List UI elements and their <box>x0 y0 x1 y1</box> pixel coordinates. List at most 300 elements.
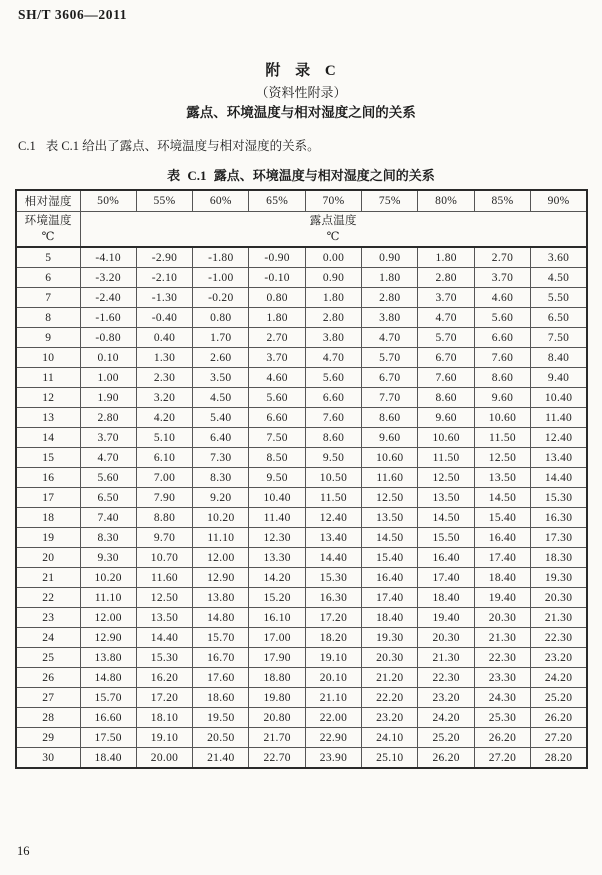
ambient-temp-cell: 23 <box>16 608 80 628</box>
ambient-temp-cell: 11 <box>16 368 80 388</box>
dewpoint-span-header <box>80 212 587 248</box>
dewpoint-cell: 6.60 <box>474 328 530 348</box>
ambient-temp-cell: 26 <box>16 668 80 688</box>
ambient-temp-unit: ℃ <box>41 231 55 243</box>
dewpoint-cell: -0.10 <box>249 268 305 288</box>
dewpoint-cell: 23.20 <box>418 688 474 708</box>
appendix-title: 附 录 C <box>265 63 337 79</box>
dewpoint-cell: 18.60 <box>193 688 249 708</box>
dewpoint-cell: 3.70 <box>80 428 136 448</box>
dewpoint-cell: 21.30 <box>418 648 474 668</box>
dewpoint-cell: 2.60 <box>193 348 249 368</box>
dewpoint-cell: 4.60 <box>474 288 530 308</box>
ambient-temp-cell: 12 <box>16 388 80 408</box>
dewpoint-cell: 8.40 <box>531 348 587 368</box>
dewpoint-cell: 14.50 <box>362 528 418 548</box>
ambient-temp-cell: 7 <box>16 288 80 308</box>
dewpoint-cell: -2.90 <box>136 247 192 268</box>
table-row <box>16 548 587 568</box>
dewpoint-cell: 9.60 <box>362 428 418 448</box>
page-number: 16 <box>17 844 30 858</box>
dewpoint-cell: 22.90 <box>305 728 361 748</box>
dewpoint-cell: 11.10 <box>80 588 136 608</box>
dewpoint-cell: 20.80 <box>249 708 305 728</box>
dewpoint-cell: 2.70 <box>249 328 305 348</box>
ambient-temp-cell: 5 <box>16 247 80 268</box>
dewpoint-cell: 14.50 <box>474 488 530 508</box>
dewpoint-cell: 9.30 <box>80 548 136 568</box>
dewpoint-cell: 16.30 <box>531 508 587 528</box>
dewpoint-cell: 18.20 <box>305 628 361 648</box>
table-row <box>16 748 587 769</box>
dewpoint-cell: 4.50 <box>193 388 249 408</box>
dewpoint-cell: 3.20 <box>136 388 192 408</box>
dewpoint-cell: 24.20 <box>418 708 474 728</box>
dewpoint-cell: 2.80 <box>362 288 418 308</box>
dewpoint-cell: 19.40 <box>418 608 474 628</box>
dewpoint-cell: 7.70 <box>362 388 418 408</box>
table-row <box>16 588 587 608</box>
dewpoint-cell: 5.60 <box>249 388 305 408</box>
dewpoint-cell: 28.20 <box>531 748 587 769</box>
dewpoint-cell: 13.50 <box>474 468 530 488</box>
dewpoint-cell: -2.10 <box>136 268 192 288</box>
dewpoint-cell: 13.40 <box>305 528 361 548</box>
dewpoint-cell: 11.40 <box>531 408 587 428</box>
humidity-header: 60% <box>193 190 249 212</box>
dewpoint-cell: 8.60 <box>362 408 418 428</box>
ambient-temp-cell: 17 <box>16 488 80 508</box>
dewpoint-cell: 3.70 <box>418 288 474 308</box>
dewpoint-cell: 12.30 <box>249 528 305 548</box>
dewpoint-cell: 3.60 <box>531 247 587 268</box>
dewpoint-cell: 2.70 <box>474 247 530 268</box>
dewpoint-cell: 9.20 <box>193 488 249 508</box>
dewpoint-cell: 19.80 <box>249 688 305 708</box>
dewpoint-cell: 23.20 <box>531 648 587 668</box>
dewpoint-cell: 1.80 <box>362 268 418 288</box>
ambient-temp-cell: 18 <box>16 508 80 528</box>
table-caption: 表 C.1 露点、环境温度与相对湿度之间的关系 <box>167 168 435 183</box>
dewpoint-cell: 17.40 <box>474 548 530 568</box>
dewpoint-cell: -1.00 <box>193 268 249 288</box>
dewpoint-cell: 7.60 <box>305 408 361 428</box>
dewpoint-cell: 3.80 <box>362 308 418 328</box>
dewpoint-cell: 12.40 <box>305 508 361 528</box>
dewpoint-cell: 9.60 <box>474 388 530 408</box>
dewpoint-cell: 18.40 <box>80 748 136 769</box>
dewpoint-cell: 17.00 <box>249 628 305 648</box>
dewpoint-cell: 9.50 <box>305 448 361 468</box>
ambient-temp-cell: 19 <box>16 528 80 548</box>
dewpoint-cell: 1.80 <box>249 308 305 328</box>
table-row <box>16 288 587 308</box>
dewpoint-cell: 5.10 <box>136 428 192 448</box>
dewpoint-cell: 6.40 <box>193 428 249 448</box>
appendix-heading: 露点、环境温度与相对湿度之间的关系 <box>186 105 416 120</box>
dewpoint-cell: 15.20 <box>249 588 305 608</box>
dewpoint-cell: 18.80 <box>249 668 305 688</box>
dewpoint-cell: 7.50 <box>531 328 587 348</box>
dewpoint-cell: 2.80 <box>80 408 136 428</box>
dewpoint-cell: 26.20 <box>418 748 474 769</box>
dewpoint-cell: 22.70 <box>249 748 305 769</box>
table-row <box>16 308 587 328</box>
dewpoint-cell: 12.50 <box>362 488 418 508</box>
dewpoint-table <box>15 189 588 769</box>
dewpoint-cell: 0.90 <box>305 268 361 288</box>
ambient-temp-cell: 24 <box>16 628 80 648</box>
dewpoint-cell: 9.60 <box>418 408 474 428</box>
table-row <box>16 368 587 388</box>
dewpoint-cell: 16.20 <box>136 668 192 688</box>
table-row <box>16 728 587 748</box>
dewpoint-cell: 12.00 <box>193 548 249 568</box>
dewpoint-cell: 4.70 <box>305 348 361 368</box>
dewpoint-cell: 8.60 <box>418 388 474 408</box>
table-row <box>16 488 587 508</box>
dewpoint-cell: 22.20 <box>362 688 418 708</box>
dewpoint-cell: 1.00 <box>80 368 136 388</box>
dewpoint-cell: 13.50 <box>136 608 192 628</box>
dewpoint-cell: 23.90 <box>305 748 361 769</box>
dewpoint-cell: 4.70 <box>362 328 418 348</box>
dewpoint-cell: 21.10 <box>305 688 361 708</box>
dewpoint-cell: 7.50 <box>249 428 305 448</box>
corner-relative-humidity: 相对湿度 <box>16 190 80 212</box>
dewpoint-cell: 3.50 <box>193 368 249 388</box>
ambient-temp-cell: 16 <box>16 468 80 488</box>
dewpoint-cell: 17.60 <box>193 668 249 688</box>
dewpoint-cell: 13.40 <box>531 448 587 468</box>
dewpoint-cell: 0.90 <box>362 247 418 268</box>
dewpoint-cell: 5.70 <box>418 328 474 348</box>
dewpoint-cell: 19.50 <box>193 708 249 728</box>
dewpoint-cell: 15.50 <box>418 528 474 548</box>
dewpoint-cell: 15.70 <box>80 688 136 708</box>
dewpoint-cell: 17.40 <box>362 588 418 608</box>
humidity-header: 85% <box>474 190 530 212</box>
table-row <box>16 448 587 468</box>
table-row <box>16 428 587 448</box>
dewpoint-cell: 18.10 <box>136 708 192 728</box>
dewpoint-cell: 8.80 <box>136 508 192 528</box>
ambient-temp-cell: 30 <box>16 748 80 769</box>
dewpoint-cell: 0.80 <box>249 288 305 308</box>
dewpoint-cell: 15.70 <box>193 628 249 648</box>
dewpoint-cell: 12.90 <box>80 628 136 648</box>
dewpoint-cell: 24.10 <box>362 728 418 748</box>
dewpoint-cell: -3.20 <box>80 268 136 288</box>
dewpoint-cell: 21.30 <box>531 608 587 628</box>
dewpoint-cell: 1.80 <box>305 288 361 308</box>
dewpoint-cell: 15.30 <box>305 568 361 588</box>
header-row-humidity <box>16 190 587 212</box>
humidity-header: 70% <box>305 190 361 212</box>
dewpoint-cell: 14.40 <box>531 468 587 488</box>
humidity-header: 90% <box>531 190 587 212</box>
dewpoint-table-body <box>16 247 587 768</box>
dewpoint-cell: 25.10 <box>362 748 418 769</box>
dewpoint-cell: 20.30 <box>418 628 474 648</box>
dewpoint-cell: 7.40 <box>80 508 136 528</box>
ambient-temp-cell: 22 <box>16 588 80 608</box>
dewpoint-cell: 5.50 <box>531 288 587 308</box>
ambient-temp-cell: 25 <box>16 648 80 668</box>
dewpoint-cell: 14.40 <box>305 548 361 568</box>
humidity-header: 75% <box>362 190 418 212</box>
dewpoint-cell: 0.40 <box>136 328 192 348</box>
dewpoint-cell: 23.30 <box>474 668 530 688</box>
dewpoint-unit: ℃ <box>326 231 340 243</box>
table-row <box>16 528 587 548</box>
dewpoint-cell: -0.90 <box>249 247 305 268</box>
ambient-temp-label: 环境温度 <box>24 215 72 227</box>
dewpoint-cell: 0.00 <box>305 247 361 268</box>
dewpoint-cell: 8.30 <box>193 468 249 488</box>
dewpoint-cell: 8.50 <box>249 448 305 468</box>
dewpoint-cell: 20.30 <box>362 648 418 668</box>
header-row-dewpoint <box>16 212 587 248</box>
table-row <box>16 688 587 708</box>
dewpoint-cell: 16.40 <box>474 528 530 548</box>
dewpoint-cell: -1.30 <box>136 288 192 308</box>
dewpoint-cell: 24.30 <box>474 688 530 708</box>
dewpoint-cell: 16.40 <box>362 568 418 588</box>
dewpoint-cell: 3.70 <box>474 268 530 288</box>
dewpoint-cell: 15.30 <box>531 488 587 508</box>
dewpoint-cell: 14.80 <box>193 608 249 628</box>
dewpoint-cell: 4.50 <box>531 268 587 288</box>
dewpoint-cell: 6.60 <box>305 388 361 408</box>
corner-ambient-temp <box>16 212 80 248</box>
dewpoint-cell: 27.20 <box>531 728 587 748</box>
dewpoint-cell: -0.20 <box>193 288 249 308</box>
ambient-temp-cell: 10 <box>16 348 80 368</box>
table-row <box>16 348 587 368</box>
dewpoint-cell: 11.10 <box>193 528 249 548</box>
dewpoint-cell: 0.10 <box>80 348 136 368</box>
dewpoint-cell: 11.60 <box>136 568 192 588</box>
dewpoint-cell: 17.20 <box>305 608 361 628</box>
dewpoint-cell: 4.20 <box>136 408 192 428</box>
appendix-subtitle: （资料性附录） <box>255 85 347 100</box>
dewpoint-cell: 10.60 <box>474 408 530 428</box>
dewpoint-cell: 13.80 <box>80 648 136 668</box>
dewpoint-cell: 0.80 <box>193 308 249 328</box>
table-row <box>16 508 587 528</box>
dewpoint-cell: 23.20 <box>362 708 418 728</box>
ambient-temp-cell: 21 <box>16 568 80 588</box>
clause-c1 <box>18 138 584 155</box>
dewpoint-cell: 17.50 <box>80 728 136 748</box>
table-row <box>16 668 587 688</box>
dewpoint-cell: 7.30 <box>193 448 249 468</box>
dewpoint-cell: 15.40 <box>362 548 418 568</box>
dewpoint-cell: 1.70 <box>193 328 249 348</box>
dewpoint-cell: 4.70 <box>418 308 474 328</box>
dewpoint-cell: 14.50 <box>418 508 474 528</box>
dewpoint-cell: 10.70 <box>136 548 192 568</box>
table-row <box>16 628 587 648</box>
dewpoint-cell: 8.30 <box>80 528 136 548</box>
dewpoint-cell: 4.70 <box>80 448 136 468</box>
table-row <box>16 608 587 628</box>
dewpoint-cell: 5.40 <box>193 408 249 428</box>
dewpoint-cell: 19.30 <box>531 568 587 588</box>
dewpoint-cell: 10.40 <box>531 388 587 408</box>
dewpoint-cell: 7.90 <box>136 488 192 508</box>
dewpoint-cell: 6.50 <box>80 488 136 508</box>
dewpoint-cell: 16.10 <box>249 608 305 628</box>
dewpoint-cell: 20.50 <box>193 728 249 748</box>
ambient-temp-cell: 8 <box>16 308 80 328</box>
dewpoint-cell: -0.80 <box>80 328 136 348</box>
dewpoint-cell: 19.10 <box>136 728 192 748</box>
ambient-temp-cell: 29 <box>16 728 80 748</box>
dewpoint-cell: 12.50 <box>474 448 530 468</box>
dewpoint-table-head <box>16 190 587 247</box>
table-row <box>16 648 587 668</box>
dewpoint-cell: 12.40 <box>531 428 587 448</box>
dewpoint-cell: 12.50 <box>418 468 474 488</box>
dewpoint-cell: 11.50 <box>418 448 474 468</box>
table-row <box>16 568 587 588</box>
dewpoint-cell: 6.60 <box>249 408 305 428</box>
dewpoint-cell: 17.40 <box>418 568 474 588</box>
dewpoint-cell: 17.20 <box>136 688 192 708</box>
dewpoint-cell: 3.70 <box>249 348 305 368</box>
dewpoint-cell: 17.90 <box>249 648 305 668</box>
dewpoint-cell: 20.00 <box>136 748 192 769</box>
dewpoint-cell: 11.60 <box>362 468 418 488</box>
ambient-temp-cell: 15 <box>16 448 80 468</box>
dewpoint-cell: 10.20 <box>80 568 136 588</box>
dewpoint-cell: 26.20 <box>531 708 587 728</box>
dewpoint-cell: 19.40 <box>474 588 530 608</box>
dewpoint-cell: 7.00 <box>136 468 192 488</box>
dewpoint-cell: 5.60 <box>474 308 530 328</box>
dewpoint-cell: 5.70 <box>362 348 418 368</box>
dewpoint-cell: 11.50 <box>474 428 530 448</box>
dewpoint-cell: 18.40 <box>362 608 418 628</box>
dewpoint-cell: 2.80 <box>418 268 474 288</box>
dewpoint-cell: 6.70 <box>362 368 418 388</box>
dewpoint-cell: 8.60 <box>305 428 361 448</box>
dewpoint-cell: 16.60 <box>80 708 136 728</box>
clause-label: C.1 <box>18 139 36 153</box>
dewpoint-cell: 22.30 <box>474 648 530 668</box>
dewpoint-cell: 25.20 <box>418 728 474 748</box>
dewpoint-cell: 22.00 <box>305 708 361 728</box>
dewpoint-cell: 18.40 <box>418 588 474 608</box>
dewpoint-cell: 13.30 <box>249 548 305 568</box>
dewpoint-cell: -1.80 <box>193 247 249 268</box>
dewpoint-cell: 5.60 <box>305 368 361 388</box>
dewpoint-cell: 10.20 <box>193 508 249 528</box>
dewpoint-cell: 1.80 <box>418 247 474 268</box>
dewpoint-cell: 19.10 <box>305 648 361 668</box>
humidity-header: 55% <box>136 190 192 212</box>
ambient-temp-cell: 13 <box>16 408 80 428</box>
dewpoint-cell: 20.10 <box>305 668 361 688</box>
dewpoint-cell: 18.40 <box>474 568 530 588</box>
humidity-header: 65% <box>249 190 305 212</box>
table-row <box>16 247 587 268</box>
dewpoint-cell: 15.30 <box>136 648 192 668</box>
dewpoint-cell: 16.70 <box>193 648 249 668</box>
dewpoint-cell: 14.40 <box>136 628 192 648</box>
dewpoint-cell: 25.20 <box>531 688 587 708</box>
dewpoint-cell: 11.50 <box>305 488 361 508</box>
dewpoint-cell: 19.30 <box>362 628 418 648</box>
dewpoint-cell: 20.30 <box>474 608 530 628</box>
dewpoint-cell: 27.20 <box>474 748 530 769</box>
dewpoint-cell: 7.60 <box>418 368 474 388</box>
dewpoint-cell: 16.30 <box>305 588 361 608</box>
clause-text: 表 C.1 给出了露点、环境温度与相对湿度的关系。 <box>45 139 320 153</box>
ambient-temp-cell: 14 <box>16 428 80 448</box>
dewpoint-cell: 6.10 <box>136 448 192 468</box>
table-row <box>16 268 587 288</box>
dewpoint-cell: 13.50 <box>362 508 418 528</box>
dewpoint-cell: 10.60 <box>362 448 418 468</box>
dewpoint-cell: 1.90 <box>80 388 136 408</box>
dewpoint-cell: 25.30 <box>474 708 530 728</box>
ambient-temp-cell: 27 <box>16 688 80 708</box>
dewpoint-cell: 6.70 <box>418 348 474 368</box>
dewpoint-cell: 18.30 <box>531 548 587 568</box>
table-row <box>16 468 587 488</box>
dewpoint-cell: 21.30 <box>474 628 530 648</box>
dewpoint-label: 露点温度 <box>309 215 357 227</box>
table-row <box>16 408 587 428</box>
dewpoint-cell: 2.80 <box>305 308 361 328</box>
table-row <box>16 328 587 348</box>
doc-code: SH/T 3606—2011 <box>18 7 128 22</box>
dewpoint-cell: -0.40 <box>136 308 192 328</box>
dewpoint-cell: 9.40 <box>531 368 587 388</box>
dewpoint-cell: 26.20 <box>474 728 530 748</box>
humidity-header: 50% <box>80 190 136 212</box>
ambient-temp-cell: 9 <box>16 328 80 348</box>
dewpoint-cell: 1.30 <box>136 348 192 368</box>
dewpoint-cell: 14.20 <box>249 568 305 588</box>
dewpoint-cell: 5.60 <box>80 468 136 488</box>
dewpoint-cell: 22.30 <box>531 628 587 648</box>
dewpoint-cell: -4.10 <box>80 247 136 268</box>
dewpoint-cell: 16.40 <box>418 548 474 568</box>
dewpoint-cell: 2.30 <box>136 368 192 388</box>
table-row <box>16 708 587 728</box>
dewpoint-cell: 9.50 <box>249 468 305 488</box>
ambient-temp-cell: 6 <box>16 268 80 288</box>
dewpoint-cell: 15.40 <box>474 508 530 528</box>
dewpoint-cell: 22.30 <box>418 668 474 688</box>
humidity-header: 80% <box>418 190 474 212</box>
dewpoint-cell: 10.60 <box>418 428 474 448</box>
dewpoint-cell: 17.30 <box>531 528 587 548</box>
dewpoint-cell: 10.40 <box>249 488 305 508</box>
dewpoint-cell: 12.00 <box>80 608 136 628</box>
dewpoint-cell: 12.90 <box>193 568 249 588</box>
dewpoint-cell: 13.50 <box>418 488 474 508</box>
table-row <box>16 388 587 408</box>
dewpoint-cell: 14.80 <box>80 668 136 688</box>
dewpoint-cell: 8.60 <box>474 368 530 388</box>
dewpoint-cell: 11.40 <box>249 508 305 528</box>
dewpoint-cell: 24.20 <box>531 668 587 688</box>
